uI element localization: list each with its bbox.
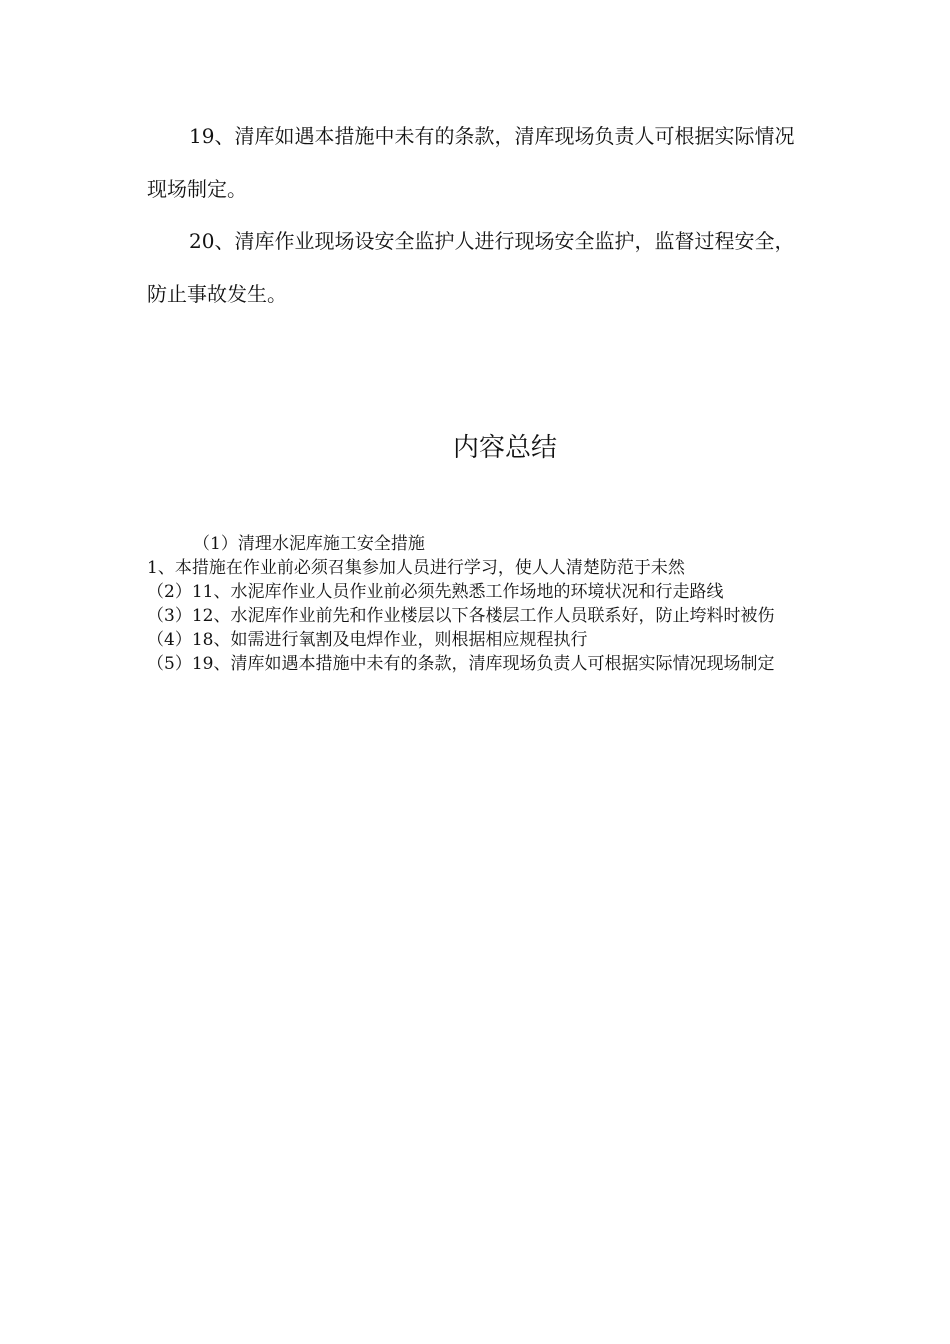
summary-item: 1、本措施在作业前必须召集参加人员进行学习，使人人清楚防范于未然 — [147, 558, 685, 578]
summary-title: 内容总结 — [452, 433, 557, 463]
summary-list — [147, 532, 807, 676]
summary-item: （2）11、水泥库作业人员作业前必须先熟悉工作场地的环境状况和行走路线 — [147, 582, 724, 602]
summary-item: （4）18、如需进行氧割及电焊作业，则根据相应规程执行 — [147, 630, 588, 650]
summary-item: （1）清理水泥库施工安全措施 — [193, 534, 425, 554]
summary-item: （5）19、清库如遇本措施中未有的条款，清库现场负责人可根据实际情况现场制定 — [147, 654, 775, 674]
summary-item: （3）12、水泥库作业前先和作业楼层以下各楼层工作人员联系好，防止垮料时被伤 — [147, 606, 775, 626]
body-paragraph-19: 19、清库如遇本措施中未有的条款，清库现场负责人可根据实际情况现场制定。 — [147, 124, 795, 201]
body-paragraph-20: 20、清库作业现场设安全监护人进行现场安全监护，监督过程安全，防止事故发生。 — [147, 229, 795, 306]
